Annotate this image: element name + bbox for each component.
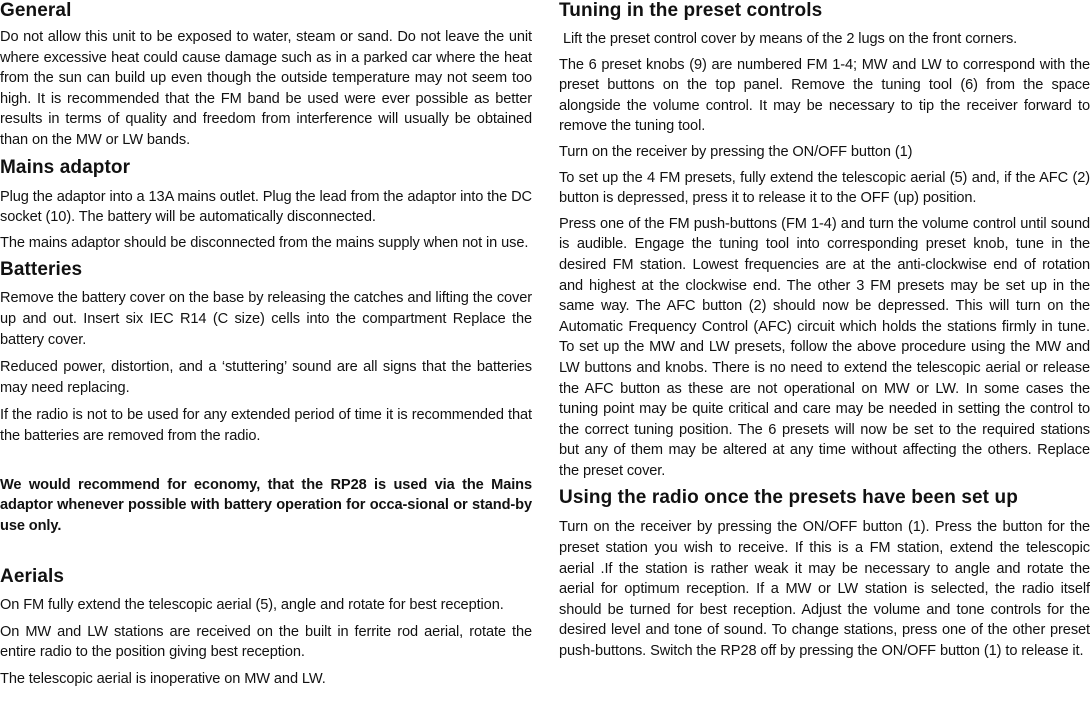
batteries-paragraph-2: Reduced power, distortion, and a ‘stuttering’ sound are all signs that the batteries may need replacing.	[0, 359, 532, 396]
using-presets-heading: Using the radio once the presets have been set up	[559, 487, 1018, 509]
using-paragraph: Turn on the receiver by pressing the ON/OFF button (1). Press the button for the preset station you wish to receive. If this is a FM station, extend the telescopic aerial .If the station is rather weak it may be necessary to angle and rotate the aerial for optimum reception. If a MW or LW station is selected, the radio itself should be turned for best reception. Adjust the volume and tone controls for the desired level and tone of sound. To change stations, press one of the other preset push-buttons. Switch the RP28 off by pressing the ON/OFF button (1) to release it.	[559, 519, 1090, 660]
tuning-paragraph-1: Lift the preset control cover by means of the 2 lugs on the front corners.	[559, 31, 1018, 47]
aerials-paragraph-3: The telescopic aerial is inoperative on MW and LW.	[0, 671, 326, 688]
tuning-paragraph-3: Turn on the receiver by pressing the ON/OFF button (1)	[559, 143, 913, 160]
mains-adaptor-heading: Mains adaptor	[0, 156, 131, 178]
tuning-paragraph-2: The 6 preset knobs (9) are numbered FM 1-4; MW and LW to correspond with the preset buttons on the top panel. Remove the tuning tool (6) from the space alongside the volume control. It may be necessary to tip the receiver forward to remove the tuning tool.	[559, 56, 1090, 135]
batteries-paragraph-1: Remove the battery cover on the base by releasing the catches and lifting the cover up and out. Insert six IEC R14 (C size) cells into the compartment Replace the battery cover.	[0, 290, 532, 348]
mains-paragraph-1: Plug the adaptor into a 13A mains outlet. Plug the lead from the adaptor into the DC socket (10). The battery will be automatically disconnected.	[0, 188, 532, 226]
general-paragraph: Do not allow this unit to be exposed to water, steam or sand. Do not leave the unit where excessive heat could cause damage such as in a parked car where the heat from the sun can build up even though the outside temperature may not seem too high. It is recommended that the FM band be used were ever possible as better results in terms of quality and freedom from interference will usually be obtained than on the MW or LW bands.	[0, 29, 532, 148]
left-column	[0, 0, 532, 690]
tuning-paragraph-5: Press one of the FM push-buttons (FM 1-4) and turn the volume control until sound is audible. Engage the tuning tool into corresponding preset knob, tune in the desired FM station. Lowest frequencies are at the anti-clockwise end of rotation and highest at the clockwise end. The other 3 FM presets may be set up in the same way. The AFC button (2) should now be depressed. This will turn on the Automatic Frequency Control (AFC) circuit which holds the stations firmly in tune. To set up the MW and LW presets, follow the above procedure using the MW and LW buttons and knobs. There is no need to extend the telescopic aerial or release the AFC button as these are not operational on MW or LW. In some cases the tuning point may be quite critical and care may be needed in setting the control to the correct tuning position. The 6 presets will now be set to the required stations but any of them may be altered at any time without affecting the others. Replace the preset cover.	[559, 215, 1090, 479]
right-column	[559, 0, 1090, 662]
general-heading: General	[0, 0, 72, 21]
batteries-heading: Batteries	[0, 259, 83, 281]
aerials-paragraph-2: On MW and LW stations are received on the built in ferrite rod aerial, rotate the entire radio to the position giving best reception.	[0, 623, 532, 661]
mains-paragraph-2: The mains adaptor should be disconnected from the mains supply when not in use.	[0, 234, 529, 251]
aerials-heading: Aerials	[0, 566, 65, 588]
aerials-paragraph-1: On FM fully extend the telescopic aerial (5), angle and rotate for best reception.	[0, 597, 504, 614]
economy-note: We would recommend for economy, that the RP28 is used via the Mains adaptor whenever possible with battery operation for occa-sional or stand-by use only.	[0, 476, 532, 534]
batteries-paragraph-3: If the radio is not to be used for any extended period of time it is recommended that the batteries are removed from the radio.	[0, 407, 532, 444]
tuning-paragraph-4: To set up the 4 FM presets, fully extend the telescopic aerial (5) and, if the AFC (2) button is depressed, press it to release it to the OFF (up) position.	[559, 169, 1090, 207]
tuning-heading: Tuning in the preset controls	[559, 0, 823, 21]
